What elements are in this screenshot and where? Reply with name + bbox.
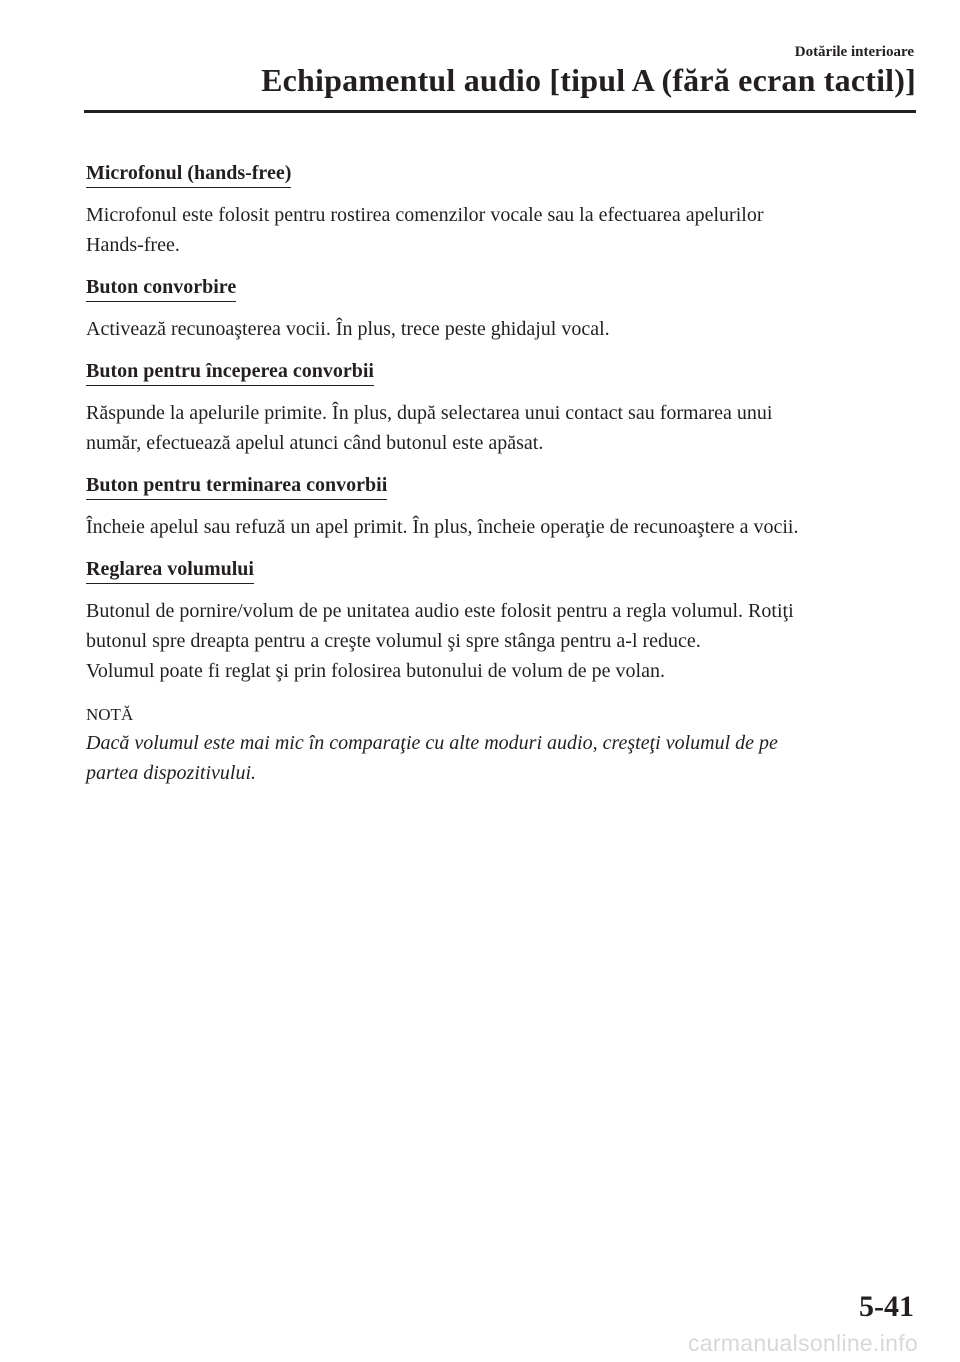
- paragraph-pick-up-button: [86, 398, 892, 458]
- text-line: Încheie apelul sau refuză un apel primit. În plus, încheie operaţie de recunoaştere a vocii.: [86, 516, 799, 538]
- watermark: carmanualsonline.info: [687, 1330, 918, 1356]
- text-line: butonul spre dreapta pentru a creşte volumul şi spre stânga pentru a-l reduce.: [86, 630, 701, 652]
- section-hang-up-button: [86, 472, 892, 542]
- section-label: Dotările interioare: [794, 44, 914, 60]
- section-pick-up-button: [86, 358, 892, 458]
- header-divider: [84, 110, 916, 113]
- page-number: 5-41: [859, 1290, 914, 1323]
- page-title: Echipamentul audio [tipul A (fără ecran tactil)]: [261, 62, 916, 98]
- text-line: Hands-free.: [86, 234, 180, 256]
- section-microphone: [86, 160, 892, 260]
- text-line: partea dispozitivului.: [86, 762, 256, 784]
- paragraph-hang-up-button: [86, 512, 892, 542]
- text-line: Activează recunoaşterea vocii. În plus, trece peste ghidajul vocal.: [86, 318, 610, 340]
- heading-pick-up-button: Buton pentru începerea convorbii: [86, 358, 374, 386]
- heading-microphone: Microfonul (hands-free): [86, 160, 291, 188]
- heading-talk-button: Buton convorbire: [86, 274, 236, 302]
- text-line: Volumul poate fi reglat şi prin folosirea butonului de volum de pe volan.: [86, 660, 665, 682]
- text-line: Dacă volumul este mai mic în comparaţie cu alte moduri audio, creşteţi volumul de pe: [86, 732, 778, 754]
- note-label: NOTĂ: [86, 705, 134, 724]
- text-line: Microfonul este folosit pentru rostirea comenzilor vocale sau la efectuarea apelurilor: [86, 204, 764, 226]
- text-line: număr, efectuează apelul atunci când butonul este apăsat.: [86, 432, 544, 454]
- text-line: Butonul de pornire/volum de pe unitatea audio este folosit pentru a regla volumul. Rotiţi: [86, 600, 794, 622]
- main-content: [86, 160, 892, 788]
- paragraph-microphone: [86, 200, 892, 260]
- text-line: Răspunde la apelurile primite. În plus, după selectarea unui contact sau formarea unui: [86, 402, 773, 424]
- section-talk-button: [86, 274, 892, 344]
- paragraph-talk-button: [86, 314, 892, 344]
- section-volume: [86, 556, 892, 686]
- heading-hang-up-button: Buton pentru terminarea convorbii: [86, 472, 387, 500]
- paragraph-volume: [86, 596, 892, 686]
- note-text: [86, 728, 892, 788]
- heading-volume: Reglarea volumului: [86, 556, 254, 584]
